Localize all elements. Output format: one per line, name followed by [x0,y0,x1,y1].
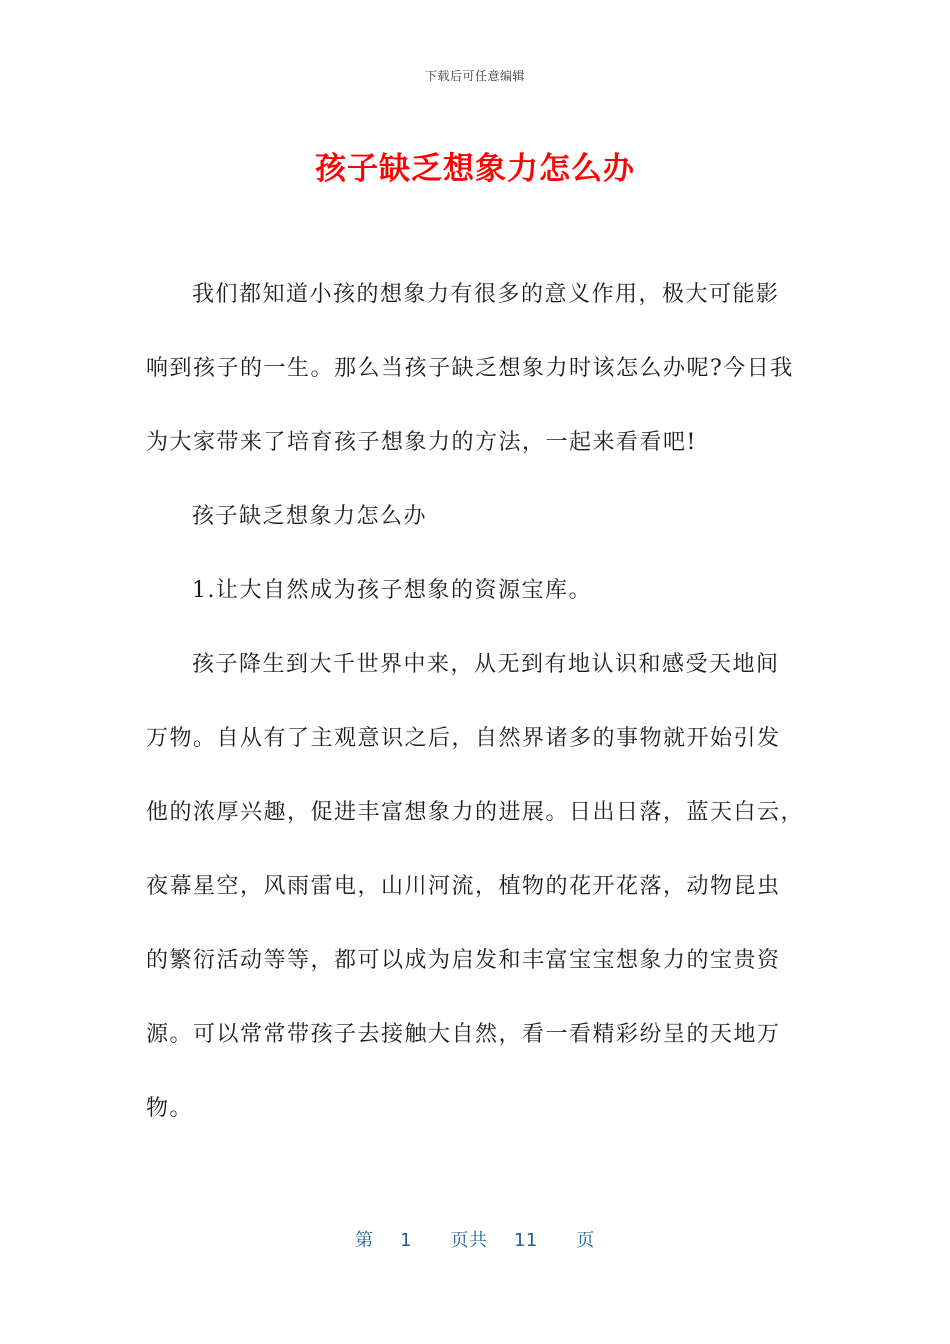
body-line: 响到孩子的一生。那么当孩子缺乏想象力时该怎么办呢?今日我 [146,356,794,381]
page-prefix: 第 [355,1230,374,1251]
header-note: 下载后可任意编辑 [424,69,525,83]
body-line: 我们都知道小孩的想象力有很多的意义作用，极大可能影 [192,282,780,307]
page-current: 1 [400,1230,413,1251]
document-title: 孩子缺乏想象力怎么办 [315,151,635,187]
section-heading: 孩子缺乏想象力怎么办 [192,504,428,529]
document-body [146,276,806,1164]
body-line: 物。 [146,1096,194,1121]
body-line: 夜幕星空，风雨雷电，山川河流，植物的花开花落，动物昆虫 [146,874,781,899]
page-suffix: 页 [576,1230,595,1251]
page-number-footer [0,1226,950,1252]
body-line: 万物。自从有了主观意识之后，自然界诸多的事物就开始引发 [146,726,781,751]
body-line: 孩子降生到大千世界中来，从无到有地认识和感受天地间 [192,652,780,677]
body-line: 的繁衍活动等等，都可以成为启发和丰富宝宝想象力的宝贵资 [146,948,781,973]
body-line: 源。可以常常带孩子去接触大自然，看一看精彩纷呈的天地万 [146,1022,781,1047]
page-total: 11 [513,1230,538,1251]
body-line: 他的浓厚兴趣，促进丰富想象力的进展。日出日落，蓝天白云， [146,800,805,825]
page-middle: 页共 [450,1230,488,1251]
numbered-point: 1.让大自然成为孩子想象的资源宝库。 [192,578,592,603]
body-line: 为大家带来了培育孩子想象力的方法，一起来看看吧! [146,430,697,455]
